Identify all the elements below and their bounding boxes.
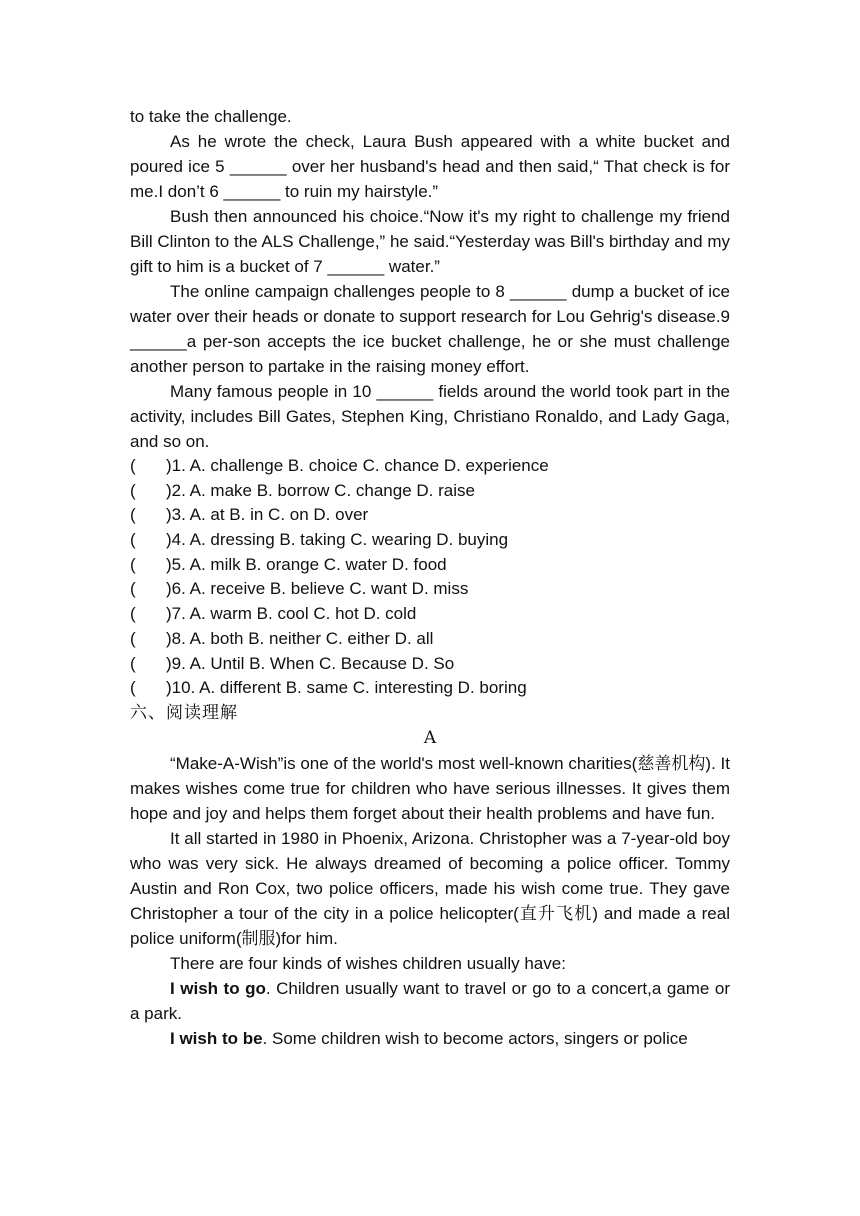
passage-paragraph-4: Many famous people in 10 ______ fields around the world took part in the activity, includes Bill Gates, Stephen King, Christiano Ronaldo, and Lady Gaga, and so on. [130,382,730,451]
wish-description: . Some children wish to become actors, singers or police [262,1028,688,1048]
passage-paragraph-3: The online campaign challenges people to 8 ______ dump a bucket of ice water over their heads or donate to support research for Lou Gehrig's disease.9 ______a per-son accepts the ice bucket challenge, he or she must challenge another person to partake in the raising money effort. [130,282,730,376]
wish-description: . Children usually want to travel or go to a concert,a game or a park. [130,978,730,1023]
answer-blank[interactable]: ( [130,628,136,648]
question-text: )7. A. warm B. cool C. hot D. cold [166,604,417,624]
question-text: )9. A. Until B. When C. Because D. So [166,653,455,673]
answer-blank[interactable]: ( [130,604,136,624]
passage-paragraph-1: As he wrote the check, Laura Bush appeared with a white bucket and poured ice 5 ______ over her husband's head and then said,“ That check is for me.I don’t 6 ______ to ruin my hairstyle.” [130,132,730,201]
question-item [130,676,730,701]
reading-paragraph-4 [130,976,730,1026]
question-text: )5. A. milk B. orange C. water D. food [166,554,447,574]
wish-heading: I wish to go [170,978,266,998]
answer-blank[interactable]: ( [130,579,136,599]
question-text: )10. A. different B. same C. interesting D. boring [166,678,527,698]
question-item [130,577,730,602]
section-title: 六、阅读理解 [130,702,238,723]
question-item [130,602,730,627]
question-text: )8. A. both B. neither C. either D. all [166,628,434,648]
question-text: )3. A. at B. in C. on D. over [166,505,369,525]
answer-blank[interactable]: ( [130,480,136,500]
question-text: )2. A. make B. borrow C. change D. raise [166,480,475,500]
reading-paragraph-2: It all started in 1980 in Phoenix, Arizona. Christopher was a 7-year-old boy who was very sick. He always dreamed of becoming a police officer. Tommy Austin and Ron Cox, two police officers, made his wish come true. They gave Christopher a tour of the city in a police helicopter(直升飞机) and made a real police uniform(制服)for him. [130,828,730,948]
question-text: )6. A. receive B. believe C. want D. miss [166,579,469,599]
question-item [130,528,730,553]
question-item [130,503,730,528]
answer-blank[interactable]: ( [130,554,136,574]
reading-paragraph-5 [130,1026,730,1051]
question-item [130,553,730,578]
answer-blank[interactable]: ( [130,678,136,698]
question-item [130,627,730,652]
reading-paragraph-1: “Make-A-Wish”is one of the world's most well-known charities(慈善机构). It makes wishes come true for children who have serious illnesses. It gives them hope and joy and helps them forget about their health problems and have fun. [130,753,730,823]
question-text: )1. A. challenge B. choice C. chance D. experience [166,456,549,475]
question-item [130,479,730,504]
question-item [130,652,730,677]
reading-paragraph-3: There are four kinds of wishes children usually have: [170,953,566,973]
document-page [130,104,730,1051]
answer-blank[interactable]: ( [130,530,136,550]
answer-blank[interactable]: ( [130,505,136,525]
question-item [130,454,730,479]
question-text: )4. A. dressing B. taking C. wearing D. buying [166,530,509,550]
question-list [130,454,730,701]
passage-paragraph-2: Bush then announced his choice.“Now it's my right to challenge my friend Bill Clinton to the ALS Challenge,” he said.“Yesterday was Bill's birthday and my gift to him is a bucket of 7 ______ water.” [130,207,730,276]
answer-blank[interactable]: ( [130,456,136,475]
wish-heading: I wish to be [170,1028,263,1048]
part-label: A [423,727,437,748]
passage-line: to take the challenge. [130,107,292,126]
answer-blank[interactable]: ( [130,653,136,673]
